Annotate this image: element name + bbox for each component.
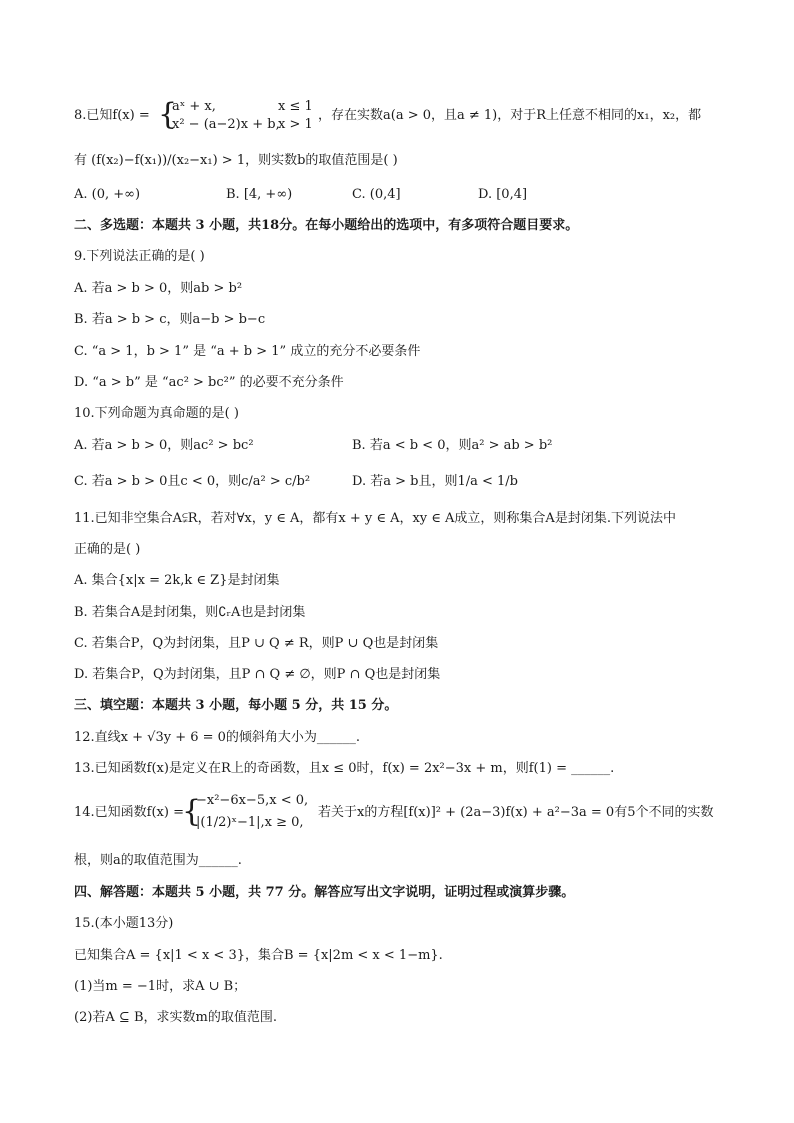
- q11-stem-line2: 正确的是( ): [74, 542, 141, 557]
- q14-case1: −x²−6x−5,x < 0,: [196, 793, 309, 808]
- q14-case2: |(1/2)ˣ−1|,x ≥ 0,: [196, 815, 304, 830]
- q8-case1-cond: x ≤ 1: [278, 99, 313, 114]
- q9-stem: 9.下列说法正确的是( ): [74, 249, 205, 264]
- q8-option-a: A. (0, +∞): [74, 187, 141, 202]
- q14-line2: 根，则a的取值范围为______.: [74, 853, 242, 868]
- q8-brace: {: [158, 97, 178, 132]
- q9-option-b: B. 若a > b > c，则a−b > b−c: [74, 312, 266, 327]
- q8-option-c: C. (0,4]: [352, 187, 401, 202]
- section-2-heading: 二、多选题：本题共 3 小题，共18分。在每小题给出的选项中，有多项符合题目要求。: [74, 218, 579, 233]
- q15-stem: 已知集合A = {x|1 < x < 3}，集合B = {x|2m < x < 1−m}.: [74, 948, 443, 963]
- q8-case2-cond: x > 1: [278, 117, 313, 132]
- q11-option-a: A. 集合{x|x = 2k,k ∈ Z}是封闭集: [74, 573, 280, 588]
- section-3-heading: 三、填空题：本题共 3 小题，每小题 5 分，共 15 分。: [74, 698, 398, 713]
- q11-option-c: C. 若集合P，Q为封闭集，且P ∪ Q ≠ R，则P ∪ Q也是封闭集: [74, 636, 439, 651]
- q8-line2: 有 (f(x₂)−f(x₁))/(x₂−x₁) > 1，则实数b的取值范围是( ): [74, 153, 398, 168]
- q10-option-c: C. 若a > b > 0且c < 0，则c/a² > c/b²: [74, 474, 311, 489]
- q10-option-a: A. 若a > b > 0，则ac² > bc²: [74, 438, 254, 453]
- q13-stem: 13.已知函数f(x)是定义在R上的奇函数，且x ≤ 0时，f(x) = 2x²−3x + m，则f(1) = ______.: [74, 761, 615, 776]
- q9-option-a: A. 若a > b > 0，则ab > b²: [74, 281, 243, 296]
- q14-prefix: 14.已知函数f(x) =: [74, 805, 184, 820]
- q15-part1: (1)当m = −1时，求A ∪ B；: [74, 979, 247, 994]
- q14-brace: {: [182, 794, 202, 829]
- q8-prefix: 8.已知f(x) =: [74, 108, 150, 123]
- q10-option-b: B. 若a < b < 0，则a² > ab > b²: [352, 438, 553, 453]
- q9-option-d: D. “a > b” 是 “ac² > bc²” 的必要不充分条件: [74, 375, 344, 390]
- q14-suffix: 若关于x的方程[f(x)]² + (2a−3)f(x) + a²−3a = 0有5个不同的实数: [318, 805, 714, 820]
- q8-suffix: ，存在实数a(a > 0，且a ≠ 1)，对于R上任意不相同的x₁，x₂，都: [318, 108, 702, 123]
- q9-option-c: C. “a > 1，b > 1” 是 “a + b > 1” 成立的充分不必要条件: [74, 344, 421, 359]
- q15-part2: (2)若A ⊆ B，求实数m的取值范围.: [74, 1010, 277, 1025]
- q11-option-b: B. 若集合A是封闭集，则∁ᵣA也是封闭集: [74, 605, 306, 620]
- q8-case2-expr: x² − (a−2)x + b,: [172, 117, 280, 132]
- q10-option-d: D. 若a > b且，则1/a < 1/b: [352, 474, 518, 489]
- q8-case1-expr: aˣ + x,: [172, 99, 216, 114]
- q15-header: 15.(本小题13分): [74, 916, 174, 931]
- q11-stem-line1: 11.已知非空集合A⫋R，若对∀x，y ∈ A，都有x + y ∈ A，xy ∈ A成立，则称集合A是封闭集.下列说法中: [74, 511, 676, 526]
- q12-stem: 12.直线x + √3y + 6 = 0的倾斜角大小为______.: [74, 730, 361, 745]
- q11-option-d: D. 若集合P，Q为封闭集，且P ∩ Q ≠ ∅，则P ∩ Q也是封闭集: [74, 667, 441, 682]
- q10-stem: 10.下列命题为真命题的是( ): [74, 406, 239, 421]
- section-4-heading: 四、解答题：本题共 5 小题，共 77 分。解答应写出文字说明，证明过程或演算步骤。: [74, 885, 575, 900]
- q8-option-d: D. [0,4]: [478, 187, 528, 202]
- q8-option-b: B. [4, +∞): [226, 187, 293, 202]
